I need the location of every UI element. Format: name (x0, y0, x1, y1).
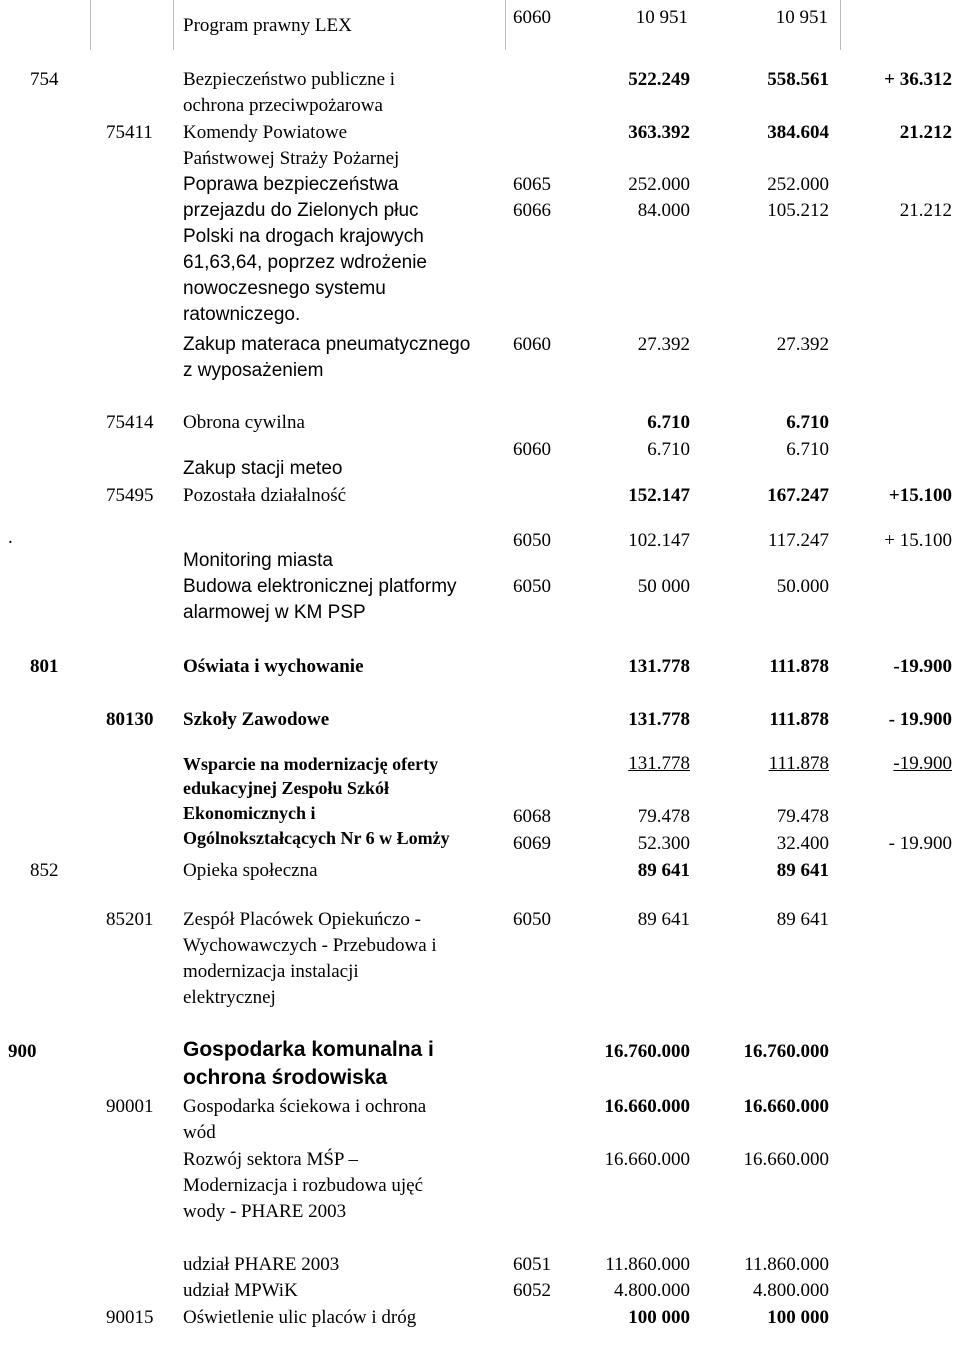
paragraph-code: 6051 (513, 1254, 551, 1275)
section-title: Komendy Powiatowe (183, 122, 348, 143)
value-after: 117.247 (767, 530, 829, 551)
section-code: 90001 (106, 1096, 154, 1117)
item-line: wody - PHARE 2003 (183, 1201, 347, 1222)
value-after: 79.478 (776, 806, 829, 827)
value-change: -19.900 (893, 753, 952, 774)
value-after: 89 641 (776, 909, 829, 930)
section-title: ochrona środowiska (183, 1066, 388, 1089)
value-after: 111.878 (768, 753, 829, 774)
value-after: 16.760.000 (743, 1041, 829, 1062)
item-line: Monitoring miasta (183, 550, 333, 571)
value-after: 16.660.000 (743, 1149, 829, 1170)
value-after: 100 000 (767, 1307, 829, 1328)
section-title: Opieka społeczna (183, 860, 318, 881)
item-line: Wsparcie na modernizację oferty (183, 754, 439, 774)
item-line: Rozwój sektora MŚP – (183, 1149, 359, 1170)
section-code: 80130 (106, 709, 154, 730)
item-line: przejazdu do Zielonych płuc (183, 200, 419, 221)
value-after: 10 951 (775, 7, 828, 28)
item-line: elektrycznej (183, 987, 276, 1008)
section-title: wód (183, 1122, 216, 1143)
item-line: nowoczesnego systemu (183, 278, 386, 299)
value-plan: 252.000 (628, 174, 690, 195)
value-plan: 16.660.000 (604, 1149, 690, 1170)
section-title: Państwowej Straży Pożarnej (183, 148, 400, 169)
section-code: 75414 (106, 412, 154, 433)
section-title: Obrona cywilna (183, 412, 305, 433)
item-line: alarmowej w KM PSP (183, 602, 366, 623)
paragraph-code: 6050 (513, 530, 551, 551)
section-title: Oświetlenie ulic placów i dróg (183, 1307, 417, 1328)
section-title: Oświata i wychowanie (183, 656, 364, 677)
paragraph-code: 6052 (513, 1280, 551, 1301)
item-line: Polski na drogach krajowych (183, 226, 424, 247)
paragraph-code: 6069 (513, 833, 551, 854)
item-line: Poprawa bezpieczeństwa (183, 174, 399, 195)
section-code: 852 (30, 860, 59, 881)
table-rule (840, 0, 841, 50)
value-after: 167.247 (767, 485, 829, 506)
section-code: 85201 (106, 909, 154, 930)
paragraph-code: 6065 (513, 174, 551, 195)
item-line: 61,63,64, poprzez wdrożenie (183, 252, 427, 273)
value-plan: 131.778 (628, 753, 690, 774)
value-plan: 50 000 (637, 576, 690, 597)
value-plan: 4.800.000 (614, 1280, 690, 1301)
value-after: 252.000 (767, 174, 829, 195)
value-plan: 102.147 (628, 530, 690, 551)
section-code: 754 (30, 69, 59, 90)
item-name: Program prawny LEX (183, 15, 352, 36)
value-change: 21.212 (899, 122, 952, 143)
value-after: 558.561 (767, 69, 829, 90)
value-after: 50.000 (776, 576, 829, 597)
section-title: Bezpieczeństwo publiczne i (183, 69, 396, 90)
value-after: 111.878 (769, 656, 829, 677)
paragraph-code: 6050 (513, 909, 551, 930)
value-plan: 131.778 (628, 709, 690, 730)
section-code: 75495 (106, 485, 154, 506)
value-plan: 52.300 (637, 833, 690, 854)
value-plan: 89 641 (637, 909, 690, 930)
value-plan: 27.392 (637, 334, 690, 355)
value-after: 384.604 (767, 122, 829, 143)
value-plan: 100 000 (628, 1307, 690, 1328)
item-line: z wyposażeniem (183, 360, 324, 381)
value-change: -19.900 (893, 656, 952, 677)
value-after: 6.710 (786, 439, 829, 460)
section-code: 801 (30, 656, 59, 677)
section-title: Pozostała działalność (183, 485, 347, 506)
value-plan: 89 641 (637, 860, 690, 881)
paragraph-code: 6068 (513, 806, 551, 827)
value-plan: 363.392 (628, 122, 690, 143)
value-plan: 131.778 (628, 656, 690, 677)
value-plan: 6.710 (647, 412, 690, 433)
section-code: 90015 (106, 1307, 154, 1328)
value-change: +15.100 (888, 485, 952, 506)
table-rule (505, 0, 506, 50)
section-code: 900 (8, 1041, 37, 1062)
table-rule (90, 0, 91, 50)
value-plan: 152.147 (628, 485, 690, 506)
section-title: Gospodarka ściekowa i ochrona (183, 1096, 427, 1117)
value-change: - 19.900 (888, 833, 952, 854)
section-title: Gospodarka komunalna i (183, 1038, 434, 1061)
value-plan: 16.660.000 (604, 1096, 690, 1117)
paragraph-code: 6066 (513, 200, 551, 221)
paragraph-code: 6060 (513, 7, 551, 28)
value-after: 111.878 (769, 709, 829, 730)
value-plan: 6.710 (647, 439, 690, 460)
section-title: ochrona przeciwpożarowa (183, 95, 383, 116)
value-plan: 522.249 (628, 69, 690, 90)
item-line: udział MPWiK (183, 1280, 298, 1301)
value-change: + 36.312 (884, 69, 952, 90)
item-line: ratowniczego. (183, 304, 301, 325)
item-line: Zespół Placówek Opiekuńczo - (183, 909, 421, 930)
item-line: udział PHARE 2003 (183, 1254, 340, 1275)
value-after: 32.400 (776, 833, 829, 854)
value-after: 27.392 (776, 334, 829, 355)
value-after: 6.710 (786, 412, 829, 433)
value-after: 16.660.000 (743, 1096, 829, 1117)
item-line: modernizacja instalacji (183, 961, 359, 982)
value-after: 105.212 (767, 200, 829, 221)
item-line: Budowa elektronicznej platformy (183, 576, 457, 597)
item-line: edukacyjnej Zespołu Szkół (183, 778, 390, 798)
item-line: Zakup materaca pneumatycznego (183, 334, 471, 355)
value-plan: 11.860.000 (605, 1254, 690, 1275)
section-title: Szkoły Zawodowe (183, 709, 330, 730)
table-rule (173, 0, 174, 50)
value-plan: 84.000 (637, 200, 690, 221)
paragraph-code: 6060 (513, 439, 551, 460)
value-plan: 10 951 (635, 7, 688, 28)
dot-marker: . (8, 527, 13, 548)
value-after: 4.800.000 (753, 1280, 829, 1301)
item-line: Modernizacja i rozbudowa ujęć (183, 1175, 424, 1196)
value-after: 11.860.000 (744, 1254, 829, 1275)
item-line: Ekonomicznych i (183, 803, 316, 823)
item-line: Wychowawczych - Przebudowa i (183, 935, 437, 956)
value-change: 21.212 (899, 200, 952, 221)
item-line: Zakup stacji meteo (183, 458, 343, 479)
value-change: + 15.100 (884, 530, 952, 551)
section-code: 75411 (106, 122, 153, 143)
item-line: Ogólnokształcących Nr 6 w Łomży (183, 828, 450, 848)
value-plan: 16.760.000 (604, 1041, 690, 1062)
value-change: - 19.900 (888, 709, 952, 730)
value-plan: 79.478 (637, 806, 690, 827)
paragraph-code: 6050 (513, 576, 551, 597)
value-after: 89 641 (776, 860, 829, 881)
paragraph-code: 6060 (513, 334, 551, 355)
